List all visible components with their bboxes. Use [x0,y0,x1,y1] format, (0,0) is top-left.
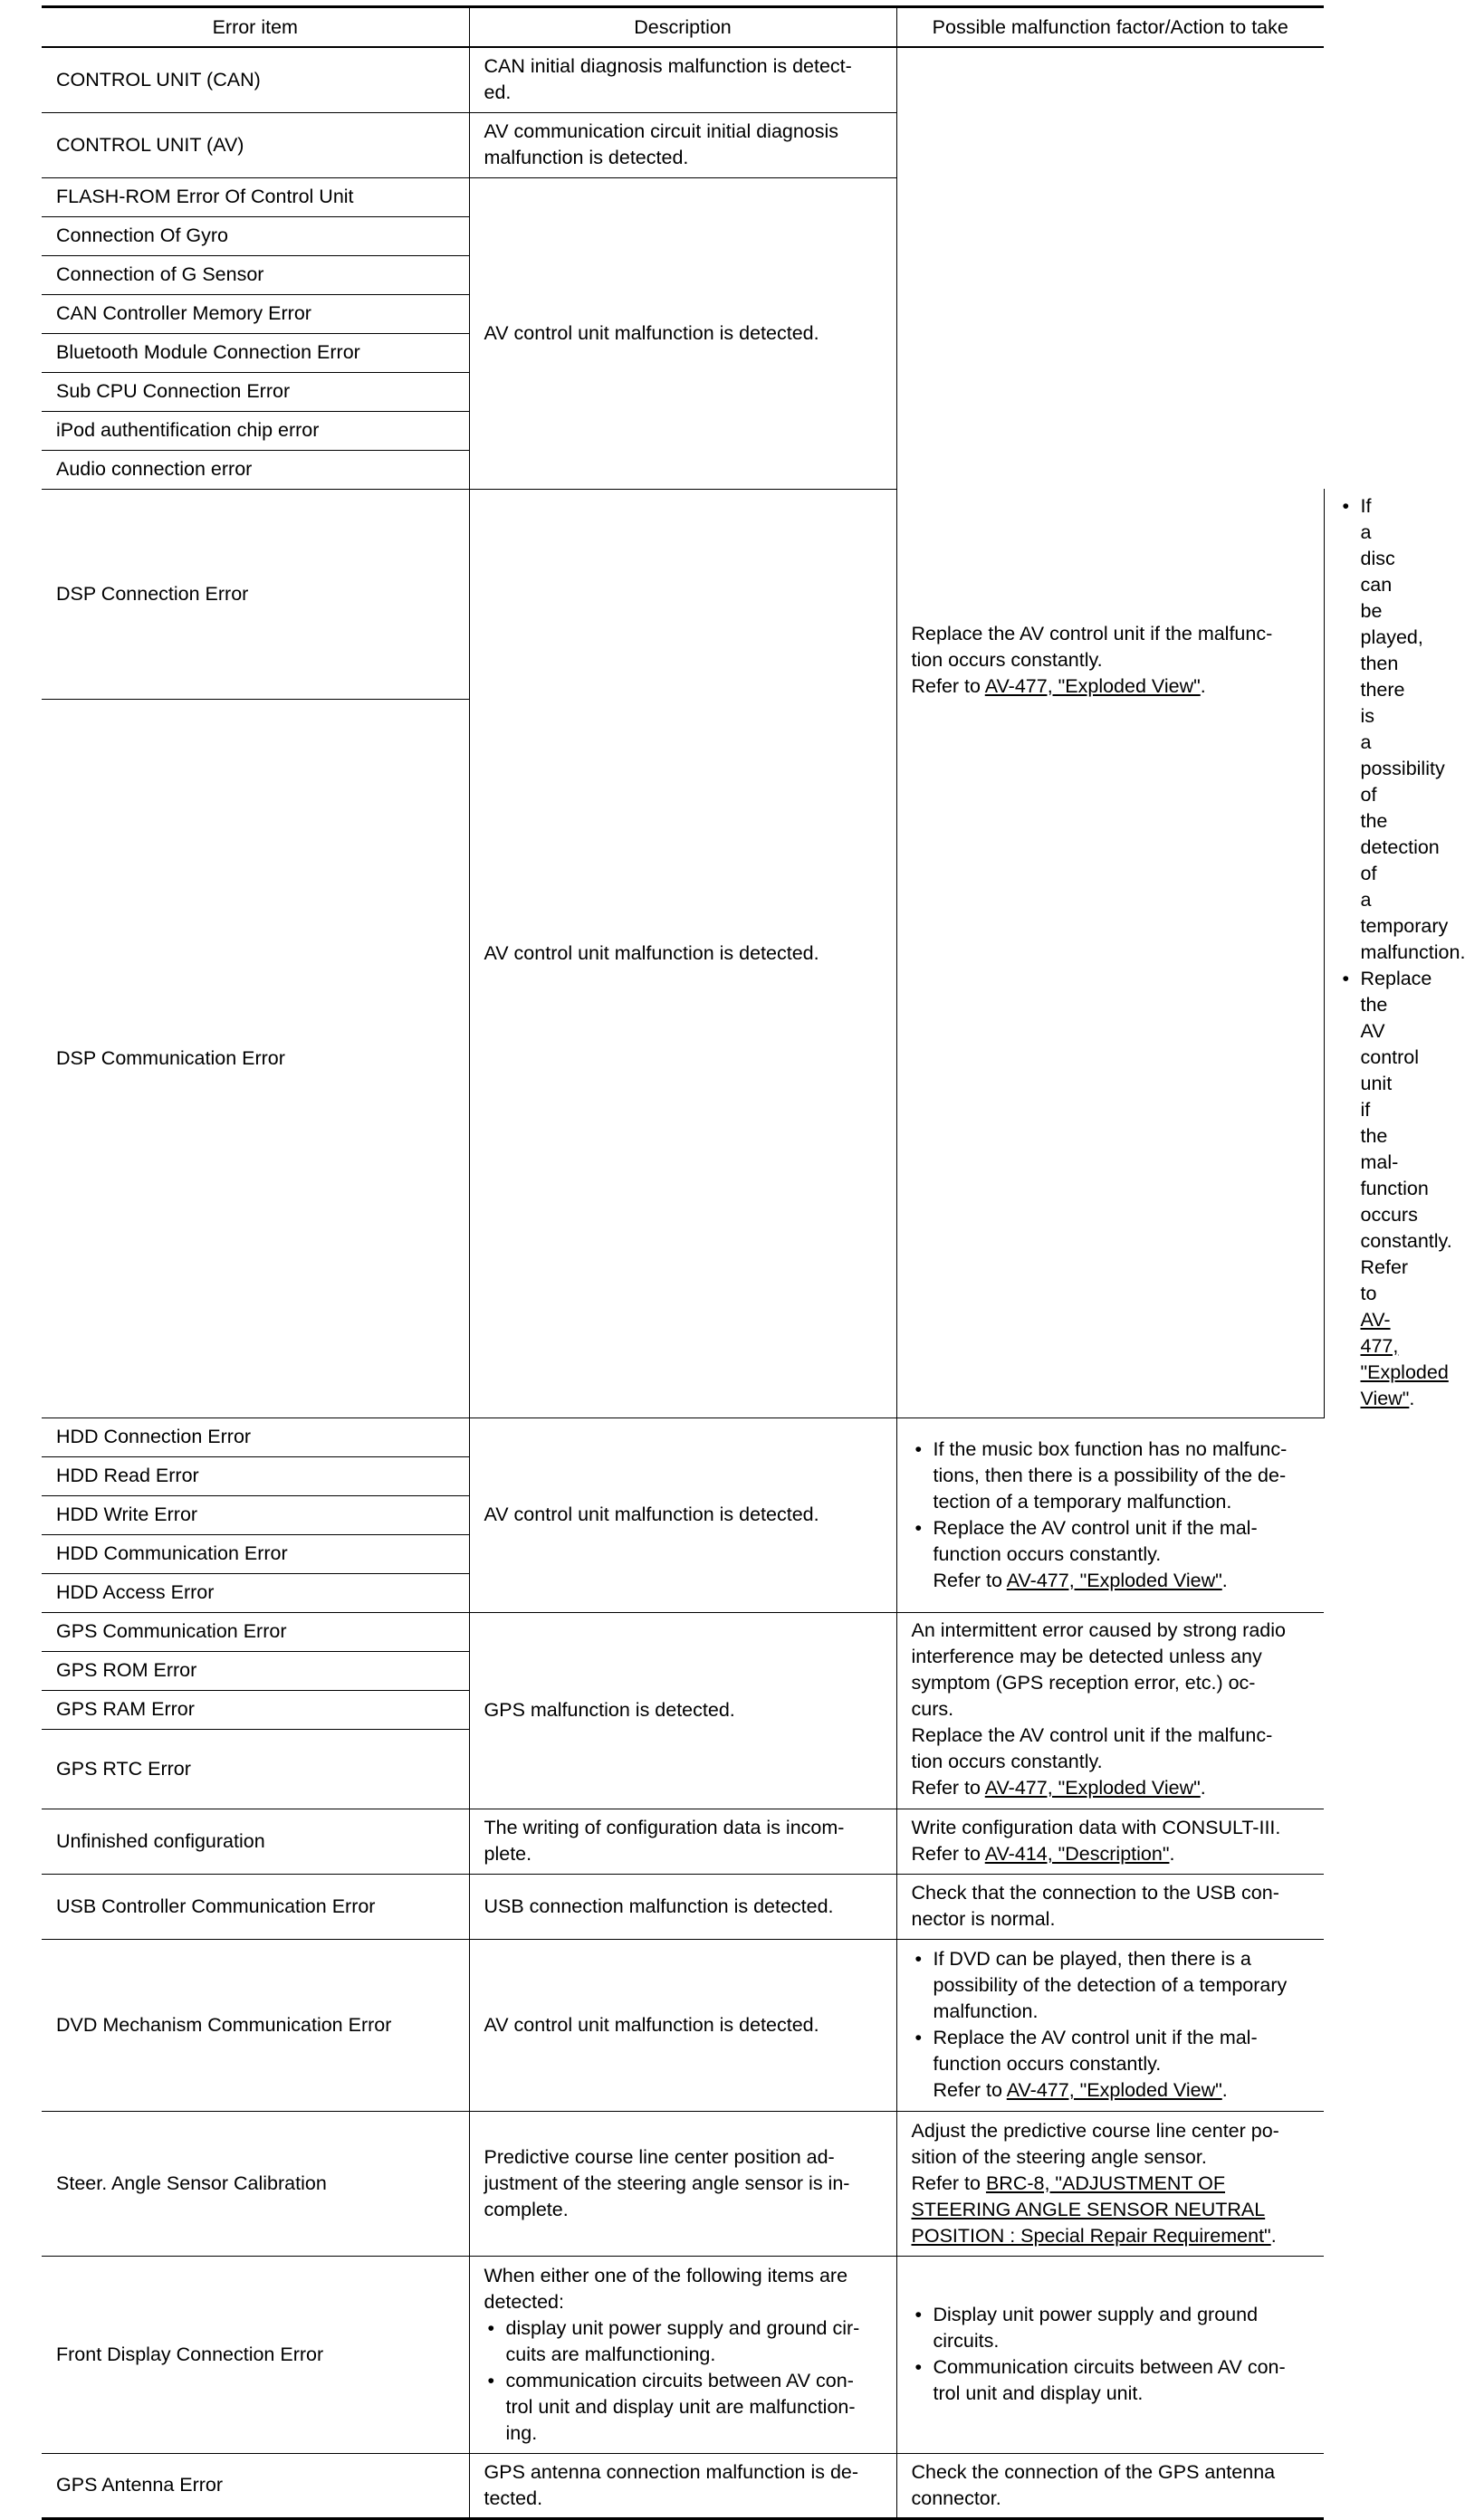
error-item-cell: CONTROL UNIT (AV) [42,112,469,177]
description-cell: AV control unit malfunction is detected. [469,489,896,1418]
col-header-error-item: Error item [42,7,469,48]
error-item-cell: GPS ROM Error [42,1651,469,1690]
description-cell: AV control unit malfunction is detected. [469,1939,896,2111]
table-row [42,1418,1324,1456]
col-header-description: Description [469,7,896,48]
error-item-cell: HDD Connection Error [42,1418,469,1456]
description-cell: GPS malfunction is detected. [469,1612,896,1809]
description-cell: GPS antenna connection malfunction is de- tected. [469,2453,896,2518]
table-row: DSP Connection Error AV control unit malfunction is detected. • If a disc can be played, then there is a possibility of the detection of a temporary malfunction. • Replace the AV control unit if the mal- function occurs constantly. Refer to AV-477, "Exploded View". [42,489,1324,699]
error-item-cell: CONTROL UNIT (CAN) [42,47,469,112]
error-item-cell: Front Display Connection Error [42,2256,469,2453]
error-item-cell: GPS Communication Error [42,1612,469,1651]
action-cell: Replace the AV control unit if the malfunc- tion occurs constantly. Refer to AV-477, "Exploded View". [896,47,1324,1418]
link-brc-8[interactable]: POSITION : Special Repair Requirement" [911,2224,1271,2247]
error-item-cell: DSP Communication Error [42,699,469,1418]
description-cell: AV communication circuit initial diagnosis malfunction is detected. [469,112,896,177]
table-row [42,1874,1324,1939]
error-item-cell: HDD Access Error [42,1573,469,1612]
link-brc-8[interactable]: STEERING ANGLE SENSOR NEUTRAL [911,2198,1266,2220]
table-row [42,2256,1324,2453]
link-av-477[interactable]: AV-477, "Exploded View" [984,674,1201,697]
table-row [42,2111,1324,2256]
table-header-row [42,7,1324,48]
table-row [42,1939,1324,2111]
action-cell: Check that the connection to the USB con- nector is normal. [896,1874,1324,1939]
error-item-cell: HDD Communication Error [42,1534,469,1573]
action-cell: • Display unit power supply and ground circuits. • Communication circuits between AV con- trol unit and display unit. [896,2256,1324,2453]
error-item-cell: Bluetooth Module Connection Error [42,333,469,372]
error-item-cell: USB Controller Communication Error [42,1874,469,1939]
error-item-cell: Unfinished configuration [42,1809,469,1874]
action-cell: An intermittent error caused by strong radio interference may be detected unless any symptom (GPS reception error, etc.) oc- curs. Replace the AV control unit if the malfunc- tion occurs constantly. Refer to AV-477, "Exploded View". [896,1612,1324,1809]
error-item-cell: GPS RTC Error [42,1729,469,1809]
link-av-477[interactable]: AV-477, "Exploded View" [1360,1308,1449,1409]
error-item-cell: Connection of G Sensor [42,255,469,294]
action-cell: Write configuration data with CONSULT-III. Refer to AV-414, "Description". [896,1809,1324,1874]
error-item-cell: Steer. Angle Sensor Calibration [42,2111,469,2256]
table-row [42,1612,1324,1651]
error-item-cell: iPod authentification chip error [42,411,469,450]
description-cell: AV control unit malfunction is detected. [469,177,896,489]
error-item-cell: Audio connection error [42,450,469,489]
link-av-477[interactable]: AV-477, "Exploded View" [1006,1569,1222,1591]
link-av-477[interactable]: AV-477, "Exploded View" [984,1777,1201,1799]
error-item-cell: FLASH-ROM Error Of Control Unit [42,177,469,216]
error-item-cell: GPS Antenna Error [42,2453,469,2518]
description-cell: When either one of the following items are detected: • display unit power supply and ground cir- cuits are malfunctioning. • communication circuits between AV con- trol unit and display unit are malfunction- ing. [469,2256,896,2453]
col-header-action: Possible malfunction factor/Action to take [896,7,1324,48]
action-cell: • If the music box function has no malfunc- tions, then there is a possibility of the de- tection of a temporary malfunction. • Replace the AV control unit if the mal- function occurs constantly. Refer to AV-477, "Exploded View". [896,1418,1324,1612]
error-item-cell: DSP Connection Error [42,489,469,699]
action-cell: Check the connection of the GPS antenna connector. [896,2453,1324,2518]
table-row [42,2453,1324,2518]
link-brc-8[interactable]: BRC-8, "ADJUSTMENT OF [985,2172,1226,2194]
error-item-cell: Sub CPU Connection Error [42,372,469,411]
error-item-cell: HDD Write Error [42,1495,469,1534]
description-cell: Predictive course line center position ad- justment of the steering angle sensor is in- complete. [469,2111,896,2256]
error-item-cell: Connection Of Gyro [42,216,469,255]
action-cell: • If DVD can be played, then there is a possibility of the detection of a temporary malfunction. • Replace the AV control unit if the mal- function occurs constantly. Refer to AV-477, "Exploded View". [896,1939,1324,2111]
error-item-cell: HDD Read Error [42,1456,469,1495]
description-cell: The writing of configuration data is incom- plete. [469,1809,896,1874]
description-cell: AV control unit malfunction is detected. [469,1418,896,1612]
error-item-cell: GPS RAM Error [42,1690,469,1729]
action-cell: Adjust the predictive course line center po- sition of the steering angle sensor. Refer to BRC-8, "ADJUSTMENT OF STEERING ANGLE SENSOR NEUTRAL POSITION : Special Repair Requirement". [896,2111,1324,2256]
description-cell: USB connection malfunction is detected. [469,1874,896,1939]
link-av-477[interactable]: AV-477, "Exploded View" [1006,2079,1222,2101]
table-row [42,47,1324,112]
description-cell: CAN initial diagnosis malfunction is detect- ed. [469,47,896,112]
error-item-cell: DVD Mechanism Communication Error [42,1939,469,2111]
error-table [42,5,1465,2520]
error-item-cell: CAN Controller Memory Error [42,294,469,333]
link-av-414[interactable]: AV-414, "Description" [984,1843,1170,1865]
table-row [42,1809,1324,1874]
